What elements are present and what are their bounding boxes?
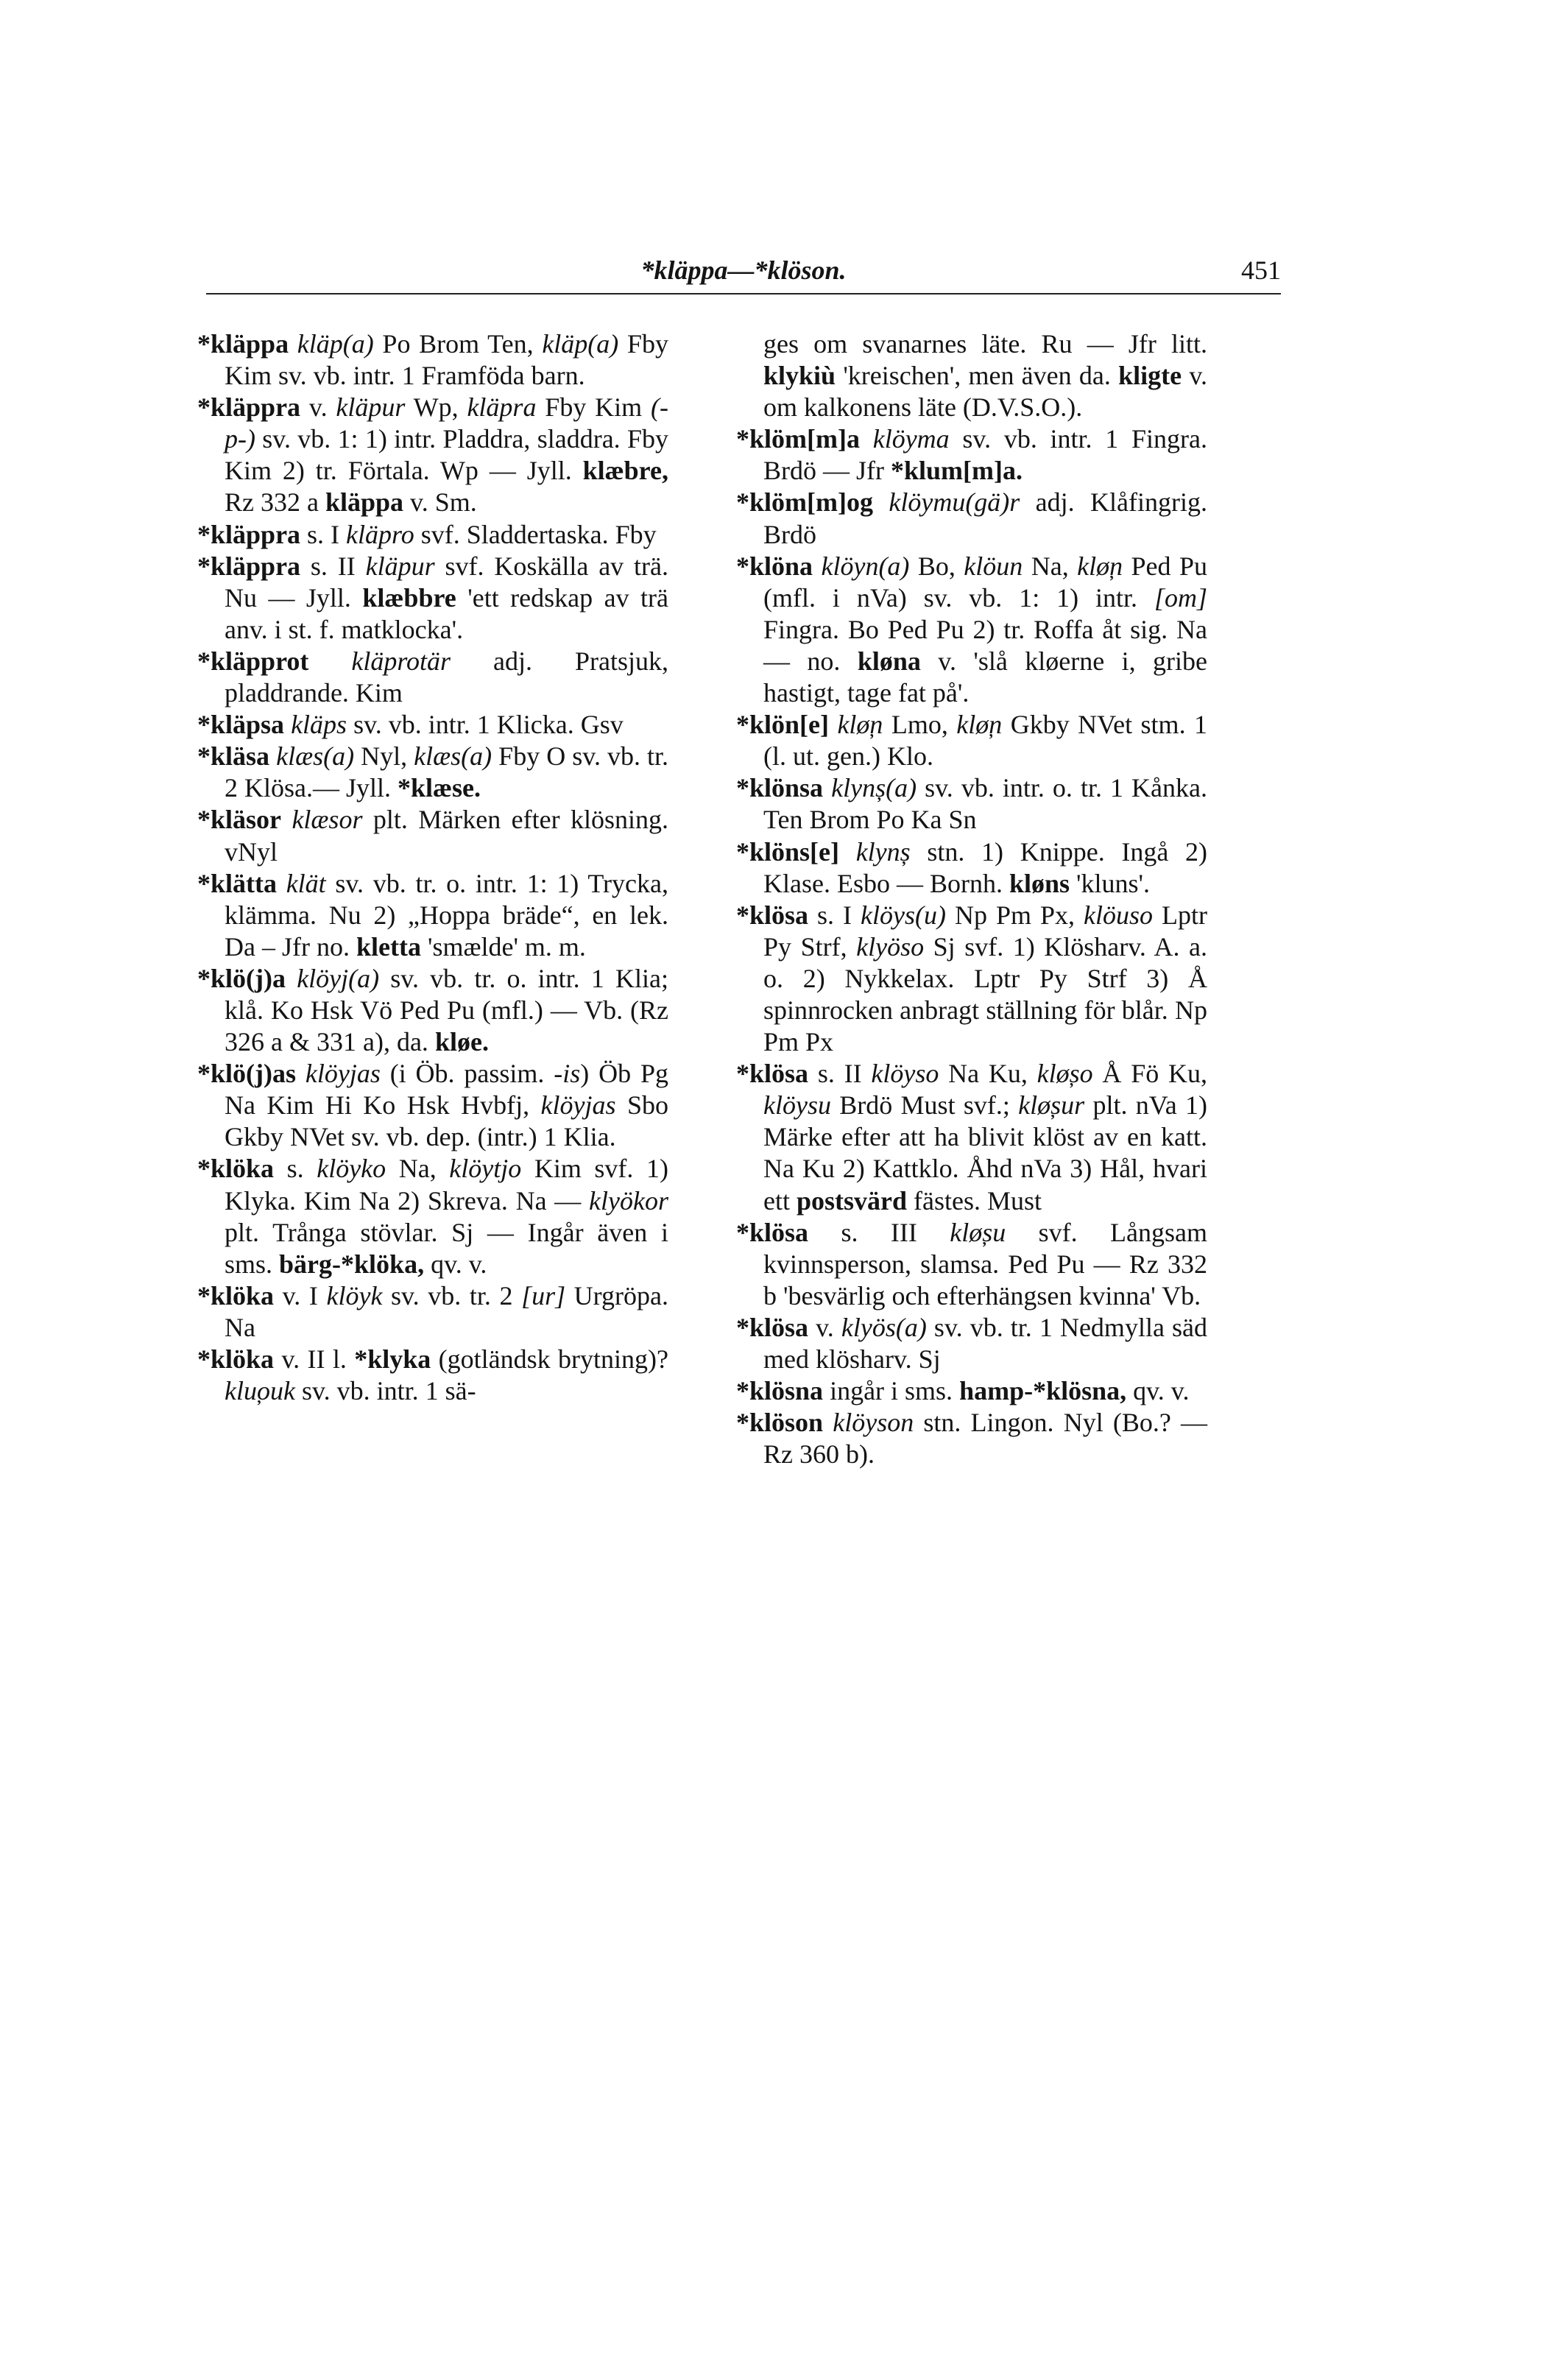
entry-text: v. II l. *klyka (gotländsk brytning)? klu̦ouk sv. vb. intr. 1 sä- <box>225 1344 668 1406</box>
entry-headword: *kläppra <box>197 519 301 549</box>
entry-text: klynș stn. 1) Knippe. Ingå 2) Klase. Esbo — Bornh. kløns 'kluns'. <box>763 836 1208 898</box>
entry-headword: *klönsa <box>736 773 824 803</box>
entry-headword: *kläsa <box>197 741 270 772</box>
dictionary-entry <box>197 741 668 804</box>
page-header <box>206 255 1281 299</box>
entry-text: v. kläpur Wp, kläpra Fby Kim (-p-) sv. vb. 1: 1) intr. Pladdra, sladdra. Fby Kim 2) tr. Förtala. Wp — Jyll. klæbre, Rz 332 a kläppa v. Sm. <box>225 392 669 518</box>
entry-headword: *klätta <box>197 868 277 898</box>
left-column <box>197 328 668 1407</box>
entry-headword: *kläppa <box>197 329 289 359</box>
dictionary-entry <box>197 646 668 709</box>
dictionary-entry <box>736 487 1207 550</box>
entry-text: kläps sv. vb. intr. 1 Klicka. Gsv <box>291 710 624 740</box>
entry-text: s. II kläpur svf. Koskälla av trä. Nu — Jyll. klæbbre 'ett redskap av trä anv. i st. f. matklocka'. <box>225 551 669 644</box>
entry-headword: *kläppra <box>197 551 301 581</box>
entry-text: klæsor plt. Märken efter klösning. vNyl <box>225 805 668 867</box>
page-number: 451 <box>1241 255 1281 285</box>
header-rule <box>206 293 1281 294</box>
dictionary-entry <box>197 1344 668 1407</box>
dictionary-entry <box>197 963 668 1058</box>
entry-text: klät sv. vb. tr. o. intr. 1: 1) Trycka, klämma. Nu 2) „Hoppa bräde“, en lek. Da – Jfr no. kletta 'smælde' m. m. <box>225 868 668 962</box>
entry-text: s. III klø̦su svf. Långsam kvinnsperson, slamsa. Ped Pu — Rz 332 b 'besvärlig och efterhängsen kvinna' Vb. <box>763 1217 1207 1310</box>
entry-text: klöyn(a) Bo, klöun Na, klø̦n Ped Pu (mfl. i nVa) sv. vb. 1: 1) intr. [om] Fingra. Bo Ped Pu 2) tr. Roffa åt sig. Na — no. kløna v. 'slå kløerne i, gribe hastigt, tage fat på'. <box>763 551 1207 708</box>
entry-headword: *kläpsa <box>197 710 285 740</box>
dictionary-entry <box>736 423 1207 487</box>
entry-headword: *klöson <box>736 1408 824 1438</box>
dictionary-entry <box>197 868 668 963</box>
dictionary-entry <box>197 709 668 741</box>
entry-headword: *klösa <box>736 1217 809 1247</box>
running-head: *kläppa—*klöson. <box>640 255 847 285</box>
entry-text: klø̦n Lmo, klø̦n Gkby NVet stm. 1 (l. ut. gen.) Klo. <box>763 710 1207 772</box>
entry-text: klöyj(a) sv. vb. tr. o. intr. 1 Klia; klå. Ko Hsk Vö Ped Pu (mfl.) — Vb. (Rz 326 a & 331 a), da. kløe. <box>225 963 669 1057</box>
entry-headword: *klö(j)as <box>197 1059 296 1089</box>
entry-text: s. I kläpro svf. Sladdertaska. Fby <box>307 519 657 549</box>
entry-headword: *klösna <box>736 1376 824 1406</box>
entry-text: v. klyös(a) sv. vb. tr. 1 Nedmylla säd med klösharv. Sj <box>763 1312 1207 1374</box>
entry-text: ingår i sms. hamp-*klösna, qv. v. <box>830 1376 1190 1406</box>
entry-headword: *klösa <box>736 900 809 930</box>
entry-text: klöyma sv. vb. intr. 1 Fingra. Brdö — Jfr *klum[m]a. <box>763 424 1208 486</box>
dictionary-entry <box>197 551 668 646</box>
dictionary-entry <box>197 392 668 518</box>
entry-headword: *klö(j)a <box>197 963 286 993</box>
entry-text: s. II klöyso Na Ku, klø̦so Å Fö Ku, klöysu Brdö Must svf.; klø̦sur plt. nVa 1) Märke efter att ha blivit klöst av en katt. Na Ku 2) Kattklo. Åhd nVa 3) Hål, hvari ett postsvärd fästes. Must <box>763 1059 1207 1216</box>
dictionary-entry <box>197 1153 668 1280</box>
dictionary-entry <box>736 709 1207 772</box>
dictionary-entry <box>197 804 668 867</box>
dictionary-entry <box>197 519 668 551</box>
dictionary-entry <box>736 900 1207 1058</box>
entry-headword: *kläppra <box>197 392 301 423</box>
entry-text: klynș(a) sv. vb. intr. o. tr. 1 Kånka. Ten Brom Po Ka Sn <box>763 773 1207 835</box>
dictionary-entry <box>736 772 1207 836</box>
dictionary-entry <box>736 328 1207 423</box>
entry-headword: *klöka <box>197 1344 275 1374</box>
dictionary-entry <box>736 836 1207 900</box>
entry-headword: *klöns[e] <box>736 836 840 867</box>
dictionary-entry <box>736 551 1207 709</box>
right-column <box>736 328 1207 1470</box>
entry-text: klöyson stn. Lingon. Nyl (Bo.? — Rz 360 b). <box>763 1408 1208 1470</box>
dictionary-entry <box>736 1375 1207 1407</box>
entry-text: klöyjas (i Öb. passim. -is) Öb Pg Na Kim Hi Ko Hsk Hvbfj, klöyjas Sbo Gkby NVet sv. vb. dep. (intr.) 1 Klia. <box>225 1059 668 1152</box>
dictionary-entry <box>197 328 668 392</box>
entry-text: v. I klöyk sv. vb. tr. 2 [ur] Urgröpa. Na <box>225 1280 668 1342</box>
entry-text: klöymu(gä)r adj. Klåfingrig. Brdö <box>763 487 1207 549</box>
dictionary-entry <box>736 1407 1207 1470</box>
dictionary-entry <box>197 1058 668 1153</box>
entry-headword: *klösa <box>736 1059 809 1089</box>
entry-headword: *klöka <box>197 1154 275 1184</box>
entry-text: kläprotär adj. Pratsjuk, pladdrande. Kim <box>225 646 668 708</box>
entry-headword: *klöna <box>736 551 813 581</box>
entry-text: s. I klöys(u) Np Pm Px, klöuso Lptr Py Strf, klyöso Sj svf. 1) Klösharv. A. a. o. 2) Nykkelax. Lptr Py Strf 3) Å spinnrocken anbragt ställning för blår. Np Pm Px <box>763 900 1208 1057</box>
dictionary-entry <box>736 1058 1207 1216</box>
entry-headword: *klöm[m]a <box>736 424 860 454</box>
dictionary-entry <box>736 1217 1207 1312</box>
entry-headword: *klön[e] <box>736 710 829 740</box>
entry-headword: *klösa <box>736 1312 809 1342</box>
entry-text: s. klöyko Na, klöytjo Kim svf. 1) Klyka. Kim Na 2) Skreva. Na — klyökor plt. Trånga stövlar. Sj — Ingår även i sms. bärg-*klöka, qv. v. <box>225 1154 668 1279</box>
entry-headword: *kläpprot <box>197 646 309 676</box>
entry-text: kläp(a) Po Brom Ten, kläp(a) Fby Kim sv. vb. intr. 1 Framföda barn. <box>225 329 668 391</box>
dictionary-entry <box>736 1312 1207 1375</box>
entry-headword: *kläsor <box>197 805 282 835</box>
entry-headword: *klöka <box>197 1280 275 1310</box>
entry-text: klæs(a) Nyl, klæs(a) Fby O sv. vb. tr. 2 Klösa.— Jyll. *klæse. <box>225 741 669 803</box>
entry-headword: *klöm[m]og <box>736 487 873 518</box>
entry-text: ges om svanarnes läte. Ru — Jfr litt. klykiù 'kreischen', men även da. kligte v. om kalkonens läte (D.V.S.O.). <box>763 329 1207 423</box>
dictionary-entry <box>197 1280 668 1344</box>
